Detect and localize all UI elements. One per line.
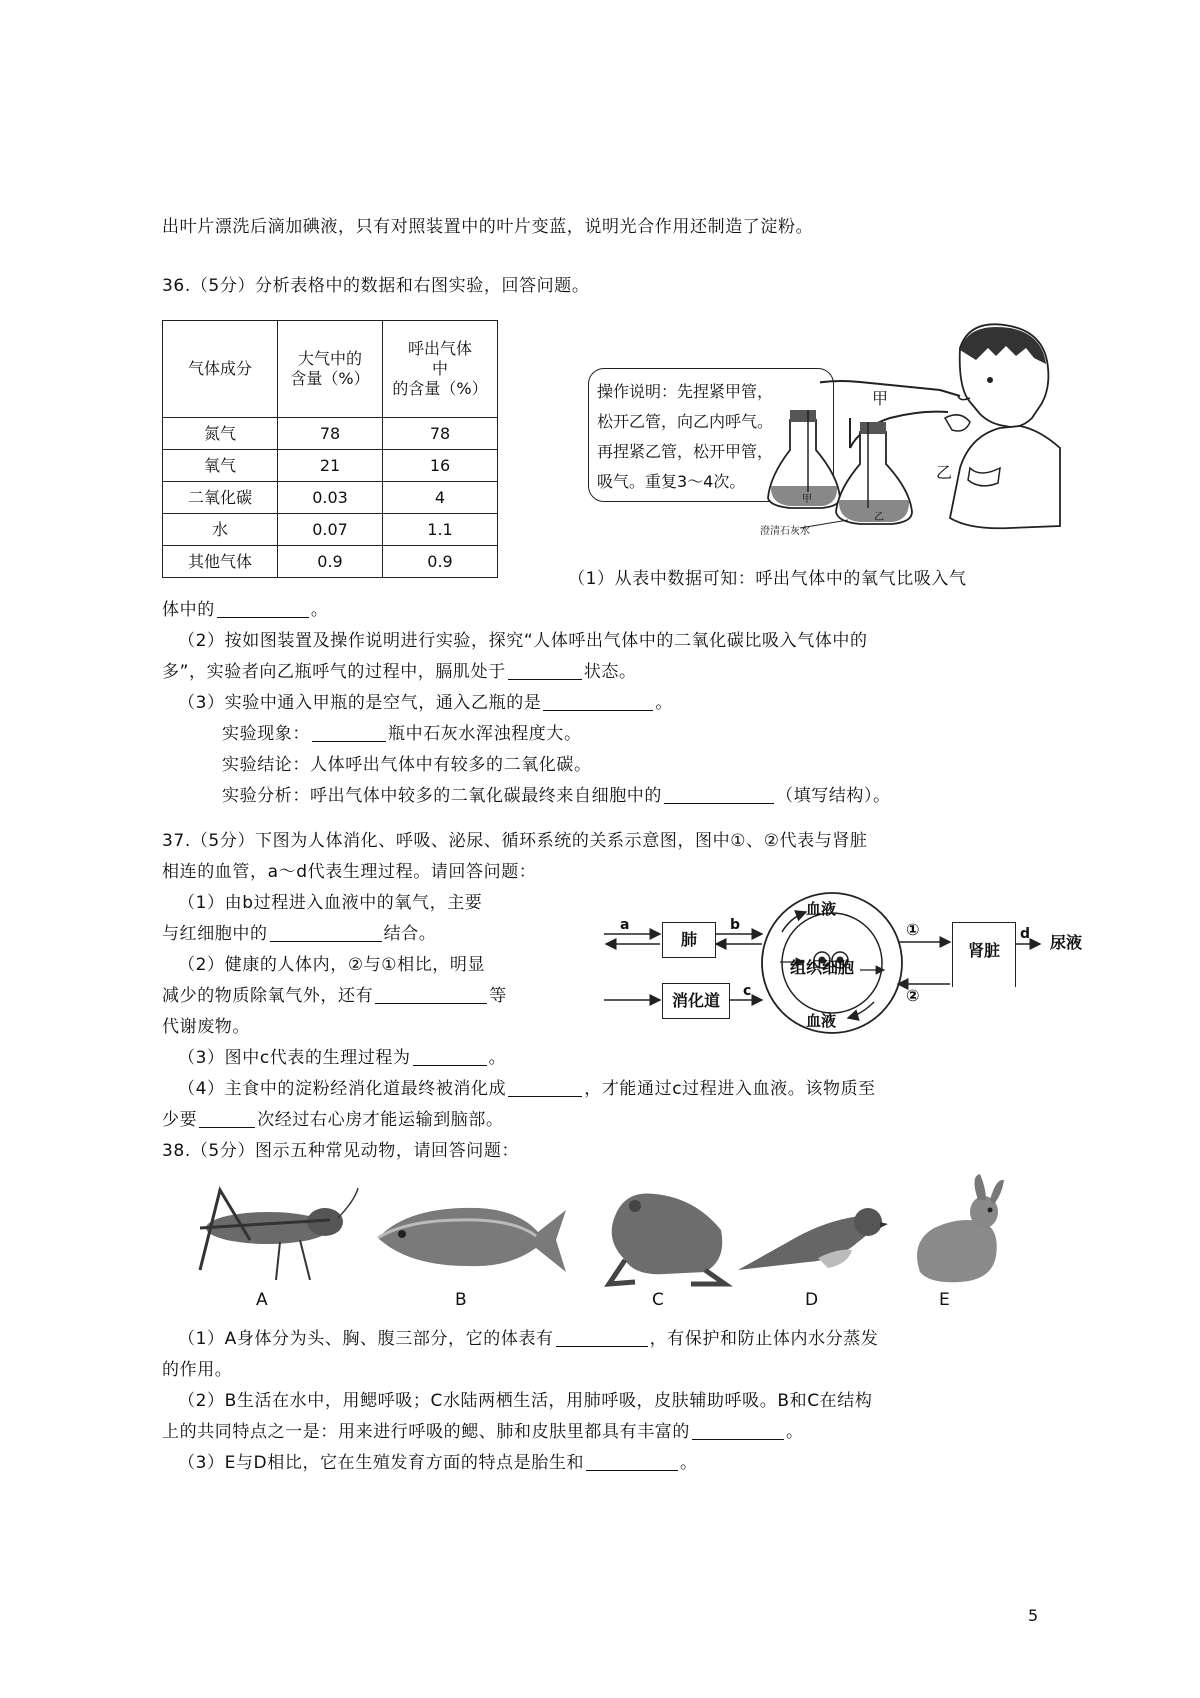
answer-blank[interactable]	[270, 924, 382, 942]
table-row	[163, 482, 498, 514]
q38-s1-text: （1）A身体分为头、胸、腹三部分，它的体表有	[178, 1329, 554, 1349]
answer-blank[interactable]	[312, 724, 386, 742]
blood-top-label: 血液	[806, 900, 837, 918]
q37-s3-end: 。	[488, 1048, 507, 1068]
answer-blank[interactable]	[199, 1110, 255, 1128]
answer-blank[interactable]	[664, 786, 774, 804]
q36-p3-line	[178, 691, 673, 715]
q38-s1-line1	[178, 1327, 878, 1351]
table-row	[163, 546, 498, 578]
q36-analysis	[222, 784, 891, 808]
q38-s3-text: （3）E与D相比，它在生殖发育方面的特点是胎生和	[178, 1453, 585, 1473]
exhaled-value: 78	[383, 418, 498, 450]
q36-p3-end: 。	[655, 693, 674, 713]
q37-s2-line3: 代谢废物。	[162, 1017, 250, 1037]
exhaled-value: 4	[383, 482, 498, 514]
label-yi: 乙	[936, 463, 953, 482]
q37-s4-text-3: 少要	[162, 1110, 198, 1130]
q36-p2-line2	[162, 660, 637, 684]
exhaled-value: 0.9	[383, 546, 498, 578]
q38-s2-end: 。	[786, 1422, 804, 1442]
exhaled-value: 1.1	[383, 514, 498, 546]
animal-label-b: B	[455, 1290, 467, 1310]
q38-s1-text-2: ，有保护和防止体内水分蒸发	[649, 1329, 879, 1349]
col-header-gas: 气体成分	[163, 321, 278, 418]
col-header-air-line2: 含量（%）	[290, 369, 370, 388]
q37-s2-end: 等	[489, 986, 507, 1006]
col-header-air-line1: 大气中的	[297, 349, 362, 368]
q38-header: 38.（5分）图示五种常见动物，请回答问题：	[162, 1141, 520, 1161]
q37-s4-line2	[162, 1108, 504, 1132]
q36-p2-end: 状态。	[583, 662, 637, 682]
lung-box: 肺	[662, 922, 716, 958]
blood-bottom-label: 血液	[806, 1012, 837, 1030]
answer-blank[interactable]	[413, 1048, 487, 1066]
label-jia: 甲	[872, 389, 889, 408]
q36-p1-line2	[162, 598, 328, 622]
frog-image	[595, 1180, 735, 1290]
q36-header: 36.（5分）分析表格中的数据和右图实验，回答问题。	[162, 276, 590, 296]
q37-s2-line2	[162, 984, 507, 1008]
animal-label-a: A	[256, 1290, 268, 1310]
flask-jia-label: 甲	[802, 494, 812, 505]
q36-p3-text: （3）实验中通入甲瓶的是空气，通入乙瓶的是	[178, 693, 542, 713]
answer-blank[interactable]	[692, 1422, 784, 1440]
q37-s1-line1: （1）由b过程进入血液中的氧气，主要	[178, 893, 483, 913]
boy-figure	[945, 324, 1060, 528]
air-value: 21	[278, 450, 383, 482]
vessel-2-label: ②	[906, 986, 920, 1005]
process-c-label: c	[743, 983, 752, 999]
q38-s1-line2: 的作用。	[162, 1360, 233, 1380]
col-header-exhaled-line2: 中	[431, 359, 448, 378]
q37-line2: 相连的血管，a～d代表生理过程。请回答问题：	[162, 862, 537, 882]
answer-blank[interactable]	[586, 1453, 678, 1471]
q38-s2-text: 上的共同特点之一是：用来进行呼吸的鳃、肺和皮肤里都具有丰富的	[162, 1422, 690, 1442]
col-header-air	[278, 321, 383, 418]
answer-blank[interactable]	[556, 1329, 648, 1347]
rabbit-image	[900, 1172, 1010, 1292]
instruction-line-2: 松开乙管，向乙内呼气。	[597, 412, 774, 431]
answer-blank[interactable]	[508, 662, 582, 680]
gas-name: 水	[163, 514, 278, 546]
q37-s3	[178, 1046, 506, 1070]
instruction-line-1: 操作说明：先捏紧甲管，	[597, 382, 774, 401]
q36-conclusion: 实验结论：人体呼出气体中有较多的二氧化碳。	[222, 755, 592, 775]
q37-s4-text-2: ，才能通过c过程进入血液。该物质至	[584, 1079, 876, 1099]
q38-s3-end: 。	[680, 1453, 698, 1473]
col-header-exhaled-line3: 的含量（%）	[392, 379, 488, 398]
urine-label: 尿液	[1050, 933, 1083, 952]
q36-p1-end: 。	[310, 600, 329, 620]
q37-s2-text: 减少的物质除氧气外，还有	[162, 986, 374, 1006]
q36-p1-text: 体中的	[162, 600, 215, 620]
q37-s1-end: 结合。	[383, 924, 437, 944]
q38-s2-line1: （2）B生活在水中，用鳃呼吸；C水陆两栖生活，用肺呼吸，皮肤辅助呼吸。B和C在结构	[178, 1391, 873, 1411]
air-value: 78	[278, 418, 383, 450]
process-b-label: b	[730, 917, 741, 933]
grasshopper-image	[180, 1180, 360, 1290]
q37-s4-text: （4）主食中的淀粉经消化道最终被消化成	[178, 1079, 507, 1099]
gas-table	[162, 320, 498, 578]
q38-s2-line2	[162, 1420, 804, 1444]
sparrow-image	[728, 1188, 888, 1288]
q37-s2-line1: （2）健康的人体内，②与①相比，明显	[178, 955, 486, 975]
analysis-end: （填写结构）。	[776, 786, 891, 806]
q36-p2-text: 多”，实验者向乙瓶呼气的过程中，膈肌处于	[162, 662, 506, 682]
animal-label-d: D	[805, 1290, 819, 1310]
instruction-line-3: 再捏紧乙管，松开甲管，	[597, 442, 774, 461]
gas-name: 氮气	[163, 418, 278, 450]
limewater-label: 澄清石灰水	[760, 526, 810, 537]
table-row	[163, 514, 498, 546]
process-d-label: d	[1020, 926, 1031, 942]
kidney-box: 肾脏	[952, 922, 1016, 987]
answer-blank[interactable]	[217, 600, 309, 618]
answer-blank[interactable]	[508, 1079, 582, 1097]
q37-s4-line1	[178, 1077, 876, 1101]
fish-image	[368, 1196, 568, 1286]
q37-s1-text: 与红细胞中的	[162, 924, 268, 944]
flask-yi-label: 乙	[874, 512, 884, 523]
tissue-cell-label: 组织细胞	[790, 958, 855, 977]
air-value: 0.03	[278, 482, 383, 514]
q38-s3-line	[178, 1451, 698, 1475]
table-row	[163, 418, 498, 450]
gas-name: 氧气	[163, 450, 278, 482]
analysis-text: 实验分析：呼出气体中较多的二氧化碳最终来自细胞中的	[222, 786, 662, 806]
q37-line1: 37.（5分）下图为人体消化、呼吸、泌尿、循环系统的关系示意图，图中①、②代表与肾脏	[162, 831, 868, 851]
instruction-line-4: 吸气。重复3～4次。	[597, 472, 746, 491]
q37-s3-text: （3）图中c代表的生理过程为	[178, 1048, 411, 1068]
vessel-1-label: ①	[906, 920, 920, 939]
q36-phenomenon	[222, 722, 582, 746]
answer-blank[interactable]	[375, 986, 487, 1004]
intro-line: 出叶片漂洗后滴加碘液，只有对照装置中的叶片变蓝，说明光合作用还制造了淀粉。	[162, 217, 814, 237]
gas-name: 其他气体	[163, 546, 278, 578]
animal-label-c: C	[652, 1290, 664, 1310]
q36-p2-line1: （2）按如图装置及操作说明进行实验，探究“人体呼出气体中的二氧化碳比吸入气体中的	[178, 631, 868, 651]
page-number: 5	[1028, 1606, 1039, 1625]
phenomenon-text: 瓶中石灰水浑浊程度大。	[388, 724, 582, 744]
gas-name: 二氧化碳	[163, 482, 278, 514]
answer-blank[interactable]	[543, 693, 653, 711]
process-a-label: a	[620, 917, 630, 933]
exhaled-value: 16	[383, 450, 498, 482]
table-row	[163, 450, 498, 482]
q37-s4-end: 次经过右心房才能运输到脑部。	[257, 1110, 504, 1130]
col-header-exhaled	[383, 321, 498, 418]
air-value: 0.07	[278, 514, 383, 546]
q36-p1-line1: （1）从表中数据可知：呼出气体中的氧气比吸入气	[568, 569, 967, 589]
animal-label-e: E	[939, 1290, 950, 1310]
air-value: 0.9	[278, 546, 383, 578]
phenomenon-label: 实验现象：	[222, 724, 310, 744]
digestive-box: 消化道	[662, 983, 730, 1019]
q37-s1-line2	[162, 922, 436, 946]
col-header-exhaled-line1: 呼出气体	[407, 339, 472, 358]
